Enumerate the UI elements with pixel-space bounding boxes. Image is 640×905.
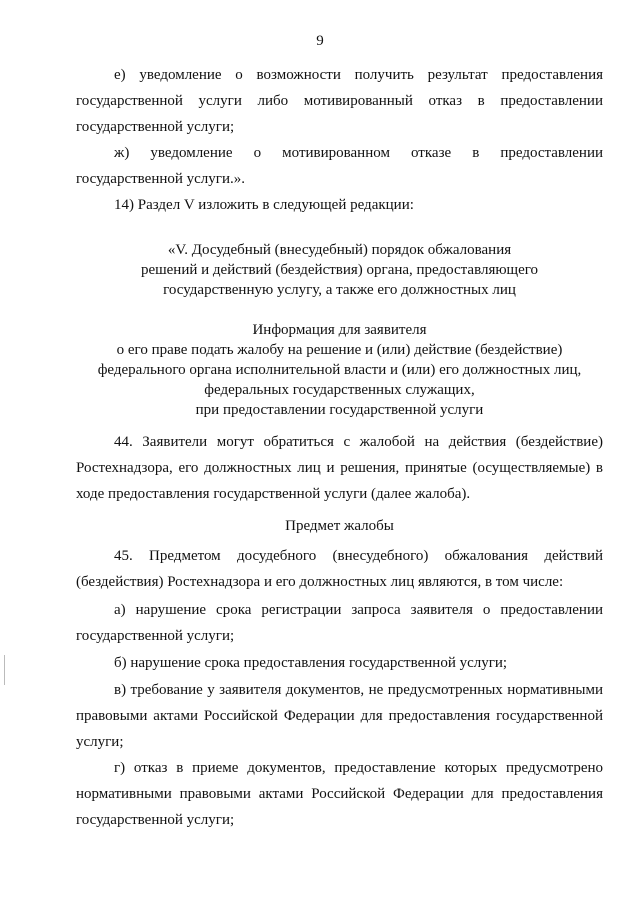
paragraph-line: государственной услуги.». <box>76 171 245 187</box>
paragraph-line: ходе предоставления государственной услуги (далее жалоба). <box>76 486 471 502</box>
subject-heading-text: Предмет жалобы <box>285 518 394 534</box>
item-a <box>76 597 603 649</box>
paragraph-line: ж) уведомление о мотивированном отказе в предоставлении <box>114 145 603 161</box>
paragraph-45 <box>76 543 603 595</box>
item-v <box>76 677 603 755</box>
paragraph-line: правовыми актами Российской Федерации для предоставления государственной <box>76 708 603 724</box>
paragraph-line: г) отказ в приеме документов, предоставление которых предусмотрено <box>114 760 603 776</box>
item-b <box>76 650 603 676</box>
paragraph-line: нормативными правовыми актами Российской Федерации для предоставления <box>76 786 603 802</box>
info-heading-line: федерального органа исполнительной власти и (или) его должностных лиц, <box>97 362 582 378</box>
paragraph-line: государственной услуги; <box>76 628 235 644</box>
paragraph-line: е) уведомление о возможности получить результат предоставления <box>114 67 603 83</box>
paragraph-line: в) требование у заявителя документов, не предусмотренных нормативными <box>114 682 603 698</box>
paragraph-line: а) нарушение срока регистрации запроса заявителя о предоставлении <box>114 602 603 618</box>
paragraph-line: 14) Раздел V изложить в следующей редакции: <box>114 197 414 213</box>
paragraph-14 <box>76 192 603 218</box>
paragraph-e <box>76 62 603 140</box>
info-heading-line: Информация для заявителя <box>252 322 427 338</box>
paragraph-line: 45. Предметом досудебного (внесудебного) обжалования действий <box>114 548 603 564</box>
paragraph-line: государственной услуги либо мотивированный отказ в предоставлении <box>76 93 603 109</box>
info-heading-line: о его праве подать жалобу на решение и (или) действие (бездействие) <box>116 342 563 358</box>
info-heading-line: при предоставлении государственной услуги <box>195 402 484 418</box>
section-title-line: «V. Досудебный (внесудебный) порядок обжалования <box>167 242 512 258</box>
paragraph-line: государственной услуги; <box>76 812 235 828</box>
paragraph-44 <box>76 429 603 507</box>
paragraph-line: (бездействия) Ростехнадзора и его должностных лиц являются, в том числе: <box>76 574 564 590</box>
scan-artifact <box>4 655 5 685</box>
paragraph-line: б) нарушение срока предоставления государственной услуги; <box>114 655 508 671</box>
info-heading <box>76 320 603 420</box>
paragraph-line: услуги; <box>76 734 124 750</box>
paragraph-line: государственной услуги; <box>76 119 235 135</box>
section-title <box>76 240 603 300</box>
item-g <box>76 755 603 833</box>
info-heading-line: федеральных государственных служащих, <box>204 382 475 398</box>
section-title-line: решений и действий (бездействия) органа, предоставляющего <box>140 262 539 278</box>
paragraph-line: Ростехнадзора, его должностных лиц и решения, принятые (осуществляемые) в <box>76 460 603 476</box>
page-number: 9 <box>316 33 324 49</box>
subject-heading <box>76 516 603 536</box>
section-title-line: государственную услугу, а также его должностных лиц <box>163 282 516 298</box>
paragraph-zh <box>76 140 603 192</box>
paragraph-line: 44. Заявители могут обратиться с жалобой на действия (бездействие) <box>114 434 603 450</box>
